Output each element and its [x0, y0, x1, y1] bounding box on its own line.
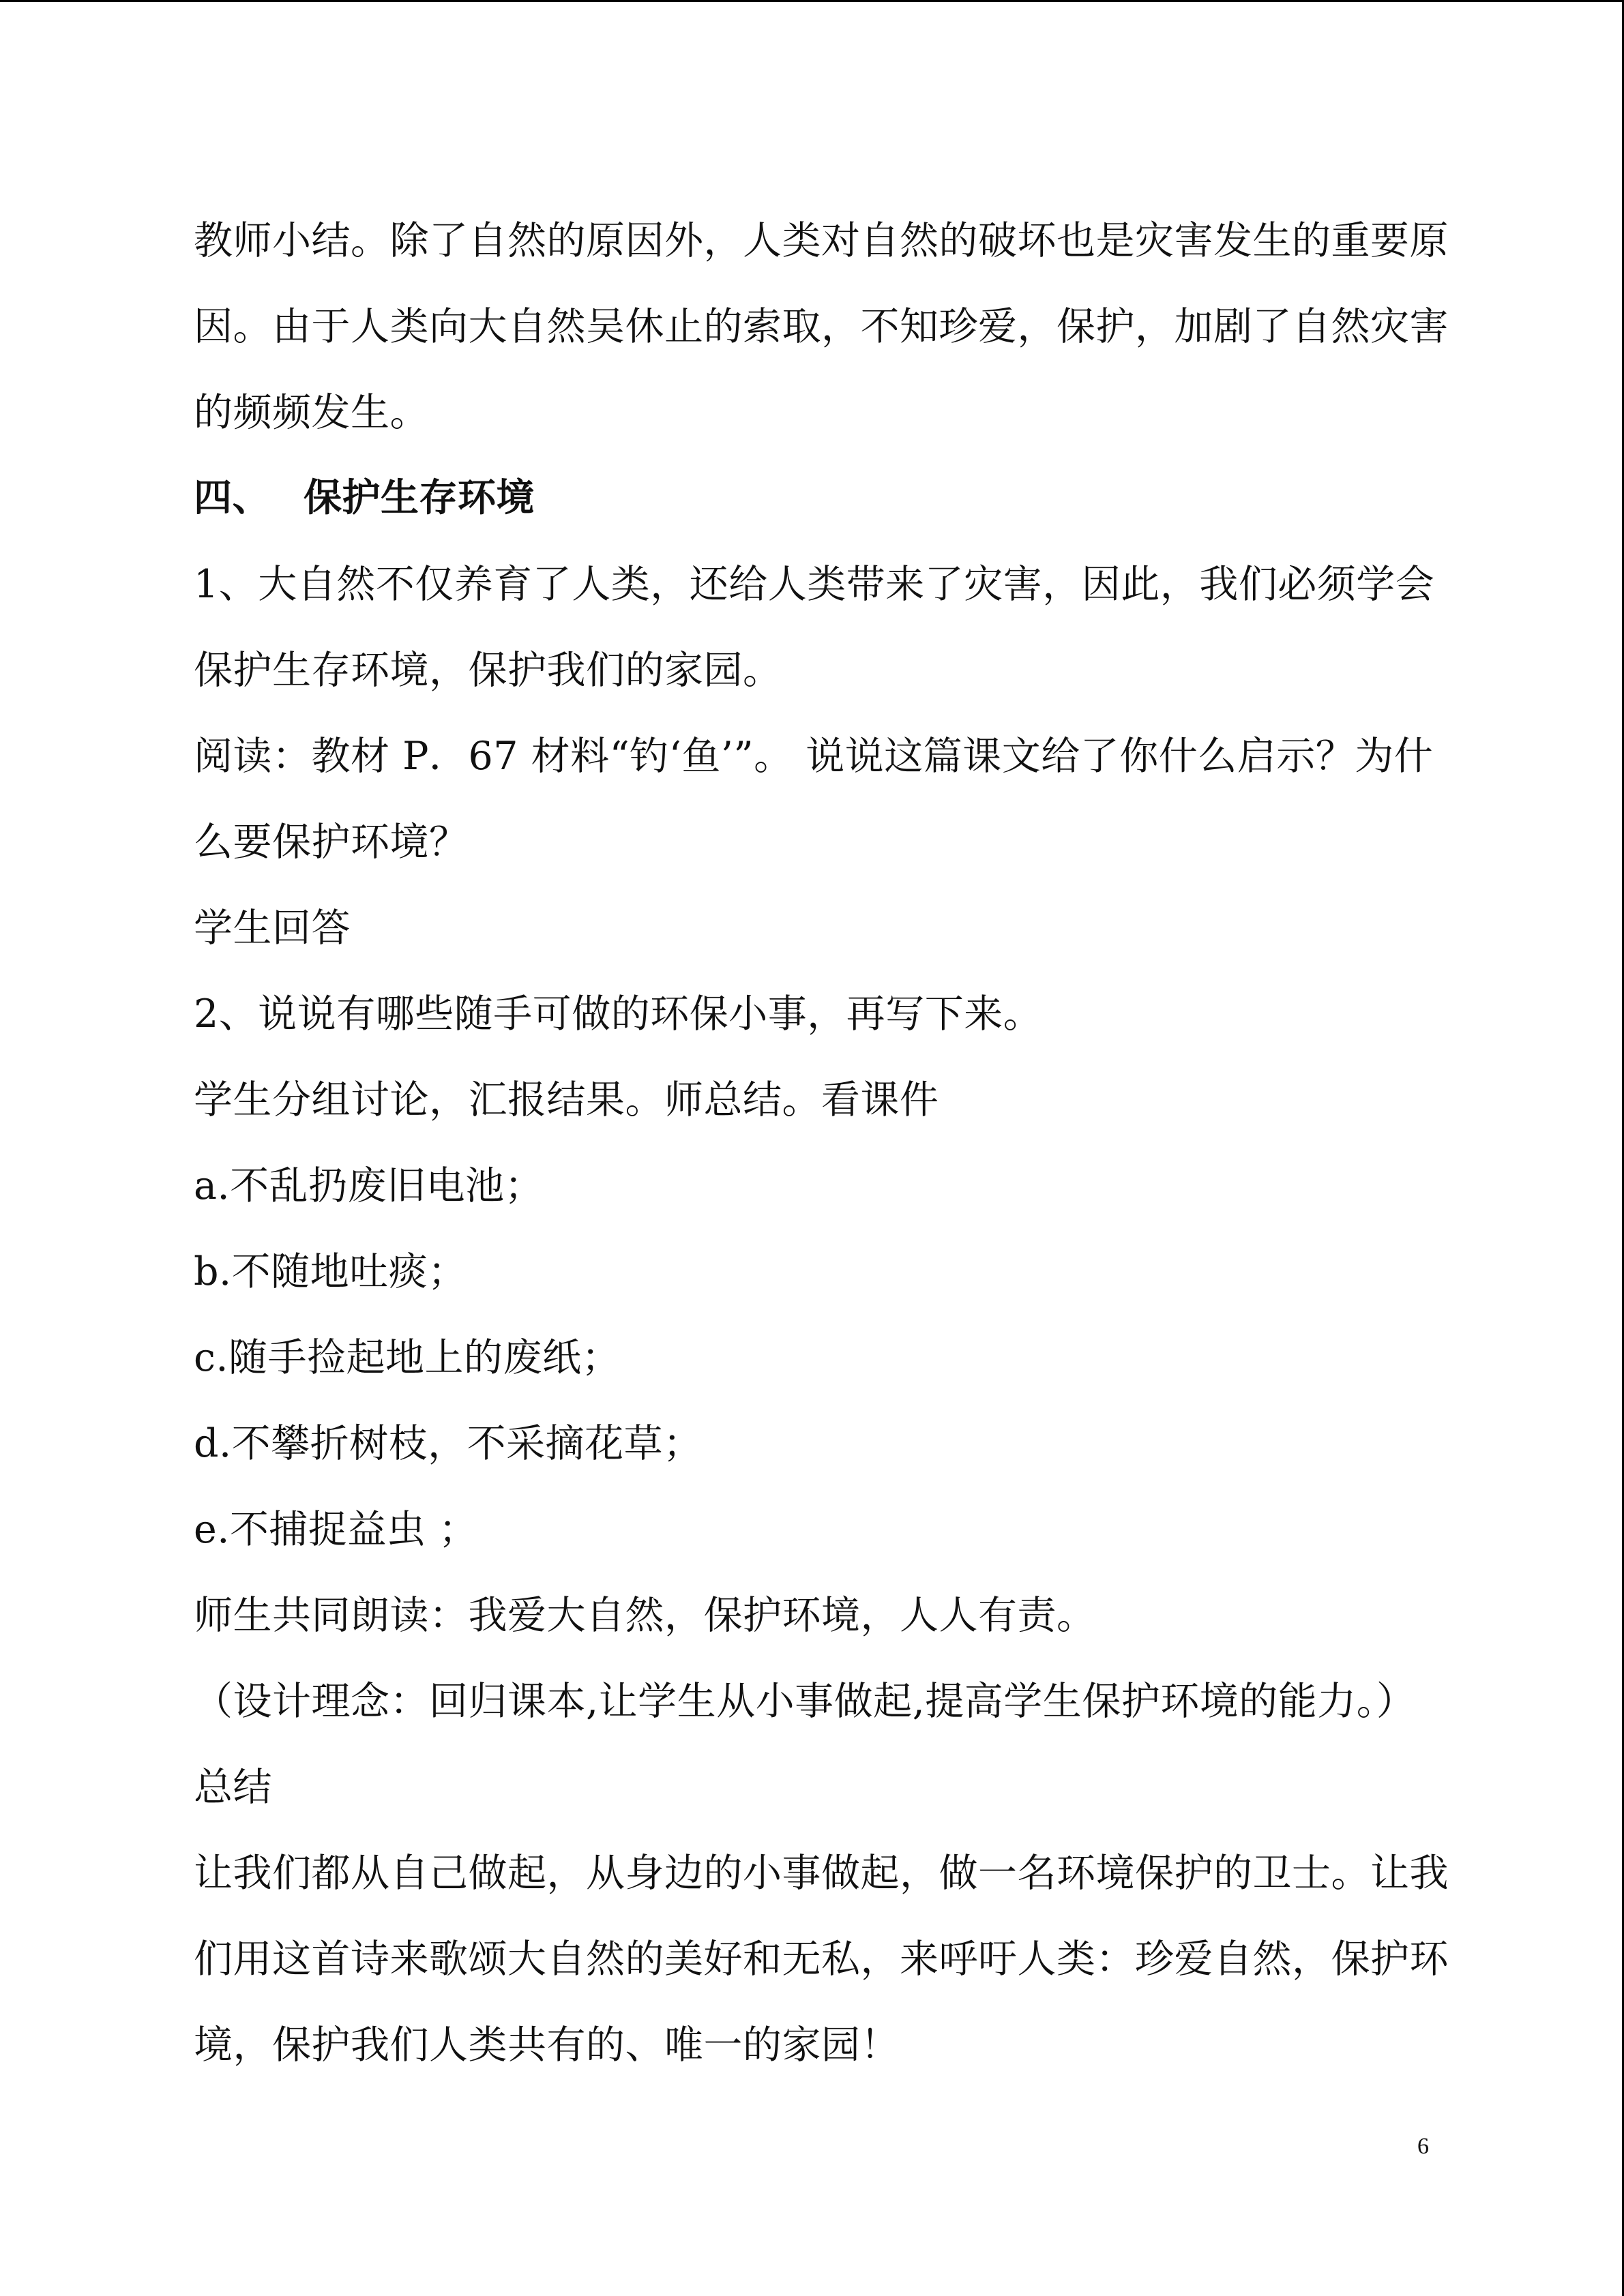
paragraph-line: 总结 [194, 1765, 272, 1810]
list-item: b.不随地吐痰； [194, 1249, 467, 1294]
paragraph-line: 的频频发生。 [194, 390, 429, 435]
document-page [194, 198, 1449, 2088]
paragraph-line: 让我们都从自己做起，从身边的小事做起，做一名环境保护的卫士。让我 [194, 1851, 1449, 1896]
paragraph-line: 教师小结。除了自然的原因外，人类对自然的破坏也是灾害发生的重要原 [194, 218, 1449, 263]
paragraph-line: 2、说说有哪些随手可做的环保小事，再写下来。 [194, 992, 1043, 1037]
list-item: d.不攀折树枝，不采摘花草； [194, 1421, 703, 1466]
paragraph-line: 境，保护我们人类共有的、唯一的家园！ [194, 2023, 900, 2068]
paragraph-line: 学生分组讨论，汇报结果。师总结。看课件 [194, 1077, 939, 1122]
list-item: c.随手捡起地上的废纸； [194, 1335, 621, 1380]
list-item: a.不乱扔废旧电池； [194, 1163, 544, 1208]
section-heading [194, 456, 1449, 541]
paragraph-line: 保护生存环境，保护我们的家园。 [194, 648, 782, 693]
paragraph-line: 么要保护环境？ [194, 820, 469, 865]
page-number: 6 [1417, 2134, 1429, 2159]
paragraph-line: （设计理念：回归课本,让学生从小事做起,提高学生保护环境的能力。） [194, 1679, 1416, 1724]
list-item: e.不捕捉益虫 ； [194, 1507, 478, 1552]
section-title: 保护生存环境 [304, 476, 535, 520]
paragraph-line: 因。由于人类向大自然吴休止的索取，不知珍爱，保护，加剧了自然灾害 [194, 304, 1449, 349]
paragraph-line: 师生共同朗读：我爱大自然，保护环境，人人有责。 [194, 1593, 1096, 1638]
paragraph-line: 学生回答 [194, 906, 351, 951]
top-border-line [0, 0, 1624, 2]
section-number: 四、 [194, 476, 271, 520]
paragraph-line: 们用这首诗来歌颂大自然的美好和无私，来呼吁人类：珍爱自然，保护环 [194, 1937, 1449, 1982]
paragraph-line: 1、大自然不仅养育了人类，还给人类带来了灾害，因此，我们必须学会 [194, 562, 1435, 607]
paragraph-line: 阅读：教材 P．67 材料“钓‘鱼’”。 说说这篇课文给了你什么启示？为什 [194, 734, 1434, 779]
